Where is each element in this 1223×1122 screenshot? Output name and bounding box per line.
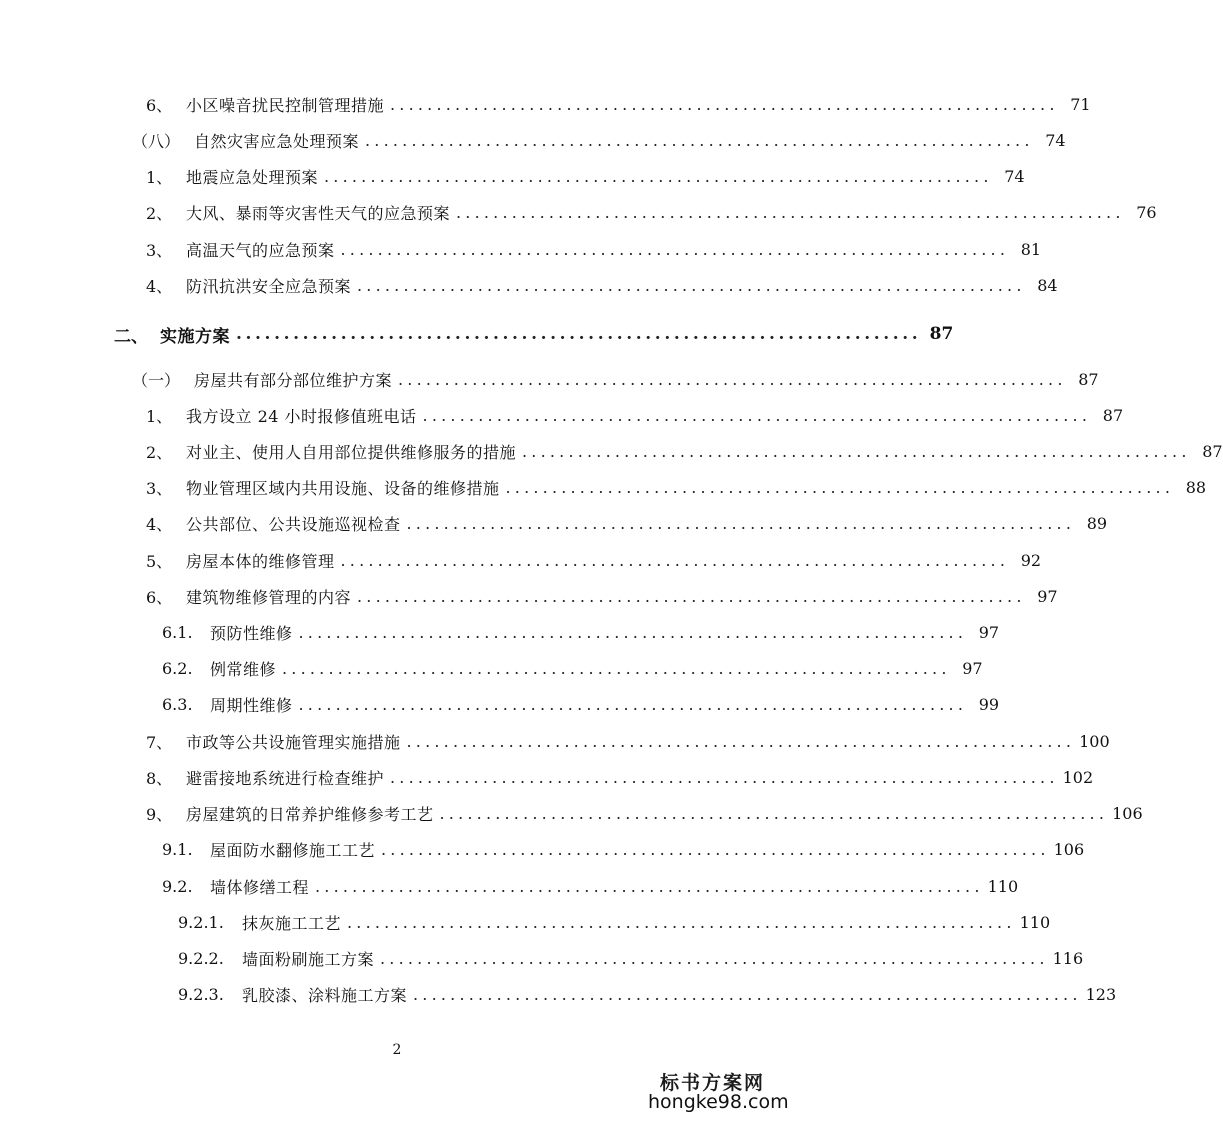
toc-entry-page: 97 (978, 622, 1000, 642)
toc-entry-title: 公共部位、公共设施巡视检查 (186, 514, 401, 534)
toc-entry[interactable] (146, 89, 1091, 119)
toc-leader-dots: ........................................................................ (357, 586, 1026, 606)
toc-subentry[interactable] (162, 689, 1000, 719)
toc-entry-page: 87 (929, 324, 954, 344)
toc-entry[interactable] (146, 161, 1025, 191)
toc-entry-number: 3、 (146, 240, 173, 260)
toc-entry-number: 7、 (146, 732, 173, 752)
toc-entry-number: 二、 (114, 326, 148, 347)
toc-entry-page: 74 (1045, 130, 1066, 150)
page-number: 2 (392, 1042, 402, 1058)
toc-entry-title: 房屋共有部分部位维护方案 (194, 370, 393, 390)
toc-entry-title: 市政等公共设施管理实施措施 (186, 732, 401, 752)
toc-entry-title: 自然灾害应急处理预案 (194, 131, 360, 151)
toc-leader-dots: ........................................................................ (456, 202, 1125, 222)
toc-entry-page: 110 (1019, 912, 1051, 932)
toc-leader-dots: ........................................................................ (413, 984, 1082, 1004)
toc-entry-page: 71 (1070, 94, 1091, 114)
toc-entry-page: 99 (978, 694, 1000, 714)
toc-entry-page: 106 (1112, 803, 1143, 823)
toc-entry-title: 防汛抗洪安全应急预案 (186, 276, 352, 296)
toc-leader-dots: ........................................................................ (390, 767, 1059, 787)
toc-entry-number: 6.3. (162, 694, 193, 714)
toc-entry-page: 100 (1079, 731, 1110, 751)
toc-leader-dots: ........................................................................ (406, 731, 1076, 751)
toc-entry[interactable] (146, 581, 1058, 611)
toc-entry-number: 9.2. (162, 876, 193, 896)
toc-entry-title: 例常维修 (210, 659, 277, 679)
toc-entry[interactable] (146, 270, 1058, 300)
toc-entry-title: 墙面粉刷施工方案 (242, 949, 375, 969)
toc-leader-dots: ........................................................................ (380, 948, 1049, 968)
toc-entry-number: 2、 (146, 442, 173, 462)
toc-entry-title: 房屋本体的维修管理 (186, 551, 335, 571)
toc-entry-page: 76 (1136, 202, 1157, 222)
toc-entry-number: 6、 (146, 95, 173, 115)
toc-entry-title: 屋面防水翻修施工工艺 (210, 840, 376, 860)
toc-leader-dots: ........................................................................ (390, 94, 1059, 114)
toc-entry-title: 预防性维修 (210, 623, 293, 643)
toc-entry-number: 5、 (146, 551, 173, 571)
toc-entry-page: 87 (1102, 405, 1124, 425)
toc-leader-dots: ........................................................................ (398, 369, 1067, 389)
toc-entry-number: （一） (132, 370, 181, 390)
toc-entry-page: 87 (1202, 441, 1223, 461)
toc-entry[interactable] (146, 726, 1110, 756)
toc-entry-title: 实施方案 (160, 326, 230, 347)
toc-entry[interactable] (132, 125, 1066, 155)
toc-subentry[interactable] (162, 834, 1085, 864)
toc-entry[interactable] (146, 508, 1108, 538)
toc-entry-page: 74 (1004, 166, 1025, 186)
toc-entry-page: 89 (1086, 513, 1108, 533)
toc-entry-number: 9、 (146, 804, 173, 824)
toc-leader-dots: ........................................................................ (422, 405, 1092, 425)
toc-entry-title: 周期性维修 (210, 695, 293, 715)
toc-entry-title: 我方设立 24 小时报修值班电话 (186, 406, 417, 426)
toc-leader-dots: ........................................................................ (340, 239, 1010, 259)
toc-entry[interactable] (146, 545, 1042, 575)
toc-entry-page: 87 (1078, 369, 1099, 389)
toc-entry-page: 97 (962, 658, 983, 678)
toc-entry-page: 92 (1020, 550, 1042, 570)
toc-entry[interactable] (146, 472, 1207, 502)
watermark-url: hongke98.com (648, 1091, 789, 1113)
toc-entry[interactable] (146, 798, 1143, 828)
toc-entry-page: 110 (987, 876, 1019, 896)
toc-entry-title: 抹灰施工工艺 (242, 913, 342, 933)
toc-leader-dots: ........................................................................ (340, 550, 1010, 570)
toc-leader-dots: ........................................................................ (522, 441, 1191, 461)
toc-entry-number: 6、 (146, 587, 173, 607)
toc-leader-dots: ........................................................................ (406, 513, 1076, 533)
toc-leader-dots: ........................................................................ (357, 275, 1026, 295)
toc-entry-number: 4、 (146, 276, 173, 296)
toc-entry-number: 1、 (146, 406, 173, 426)
toc-entry-page: 97 (1037, 586, 1058, 606)
toc-entry-title: 乳胶漆、涂料施工方案 (242, 985, 408, 1005)
toc-entry-number: 9.1. (162, 839, 193, 859)
toc-entry-page: 84 (1037, 275, 1058, 295)
toc-entry[interactable] (146, 197, 1157, 227)
toc-entry-number: 9.2.3. (178, 984, 224, 1004)
toc-entry-number: 8、 (146, 768, 173, 788)
watermark-logo (648, 1068, 788, 1118)
toc-entry-title: 建筑物维修管理的内容 (186, 587, 352, 607)
toc-entry-number: 2、 (146, 203, 173, 223)
toc-entry-number: 1、 (146, 167, 173, 187)
toc-subsubentry[interactable] (178, 979, 1117, 1009)
toc-entry-number: 3、 (146, 478, 173, 498)
toc-subentry[interactable] (162, 653, 983, 683)
toc-subentry[interactable] (162, 617, 1000, 647)
toc-entry[interactable] (132, 364, 1099, 394)
toc-entry-number: 4、 (146, 514, 173, 534)
toc-leader-dots: ........................................................................ (505, 477, 1175, 497)
toc-leader-dots: ........................................................................ (381, 839, 1050, 859)
toc-entry[interactable] (146, 762, 1094, 792)
toc-leader-dots: ........................................................................ (298, 622, 968, 642)
toc-subsubentry[interactable] (178, 943, 1084, 973)
toc-chapter-entry[interactable] (114, 319, 954, 349)
toc-subsubentry[interactable] (178, 907, 1051, 937)
toc-entry[interactable] (146, 436, 1223, 466)
toc-entry-page: 123 (1085, 984, 1117, 1004)
toc-entry-title: 对业主、使用人自用部位提供维修服务的措施 (186, 442, 517, 462)
toc-entry[interactable] (146, 400, 1124, 430)
toc-leader-dots: ........................................................................ (347, 912, 1016, 932)
toc-entry-title: 地震应急处理预案 (186, 167, 319, 187)
watermark-site-name: 标书方案网 (660, 1072, 766, 1094)
toc-subentry[interactable] (162, 871, 1019, 901)
toc-leader-dots: ........................................................................ (365, 130, 1034, 150)
toc-entry-page: 116 (1052, 948, 1084, 968)
toc-entry-number: 6.2. (162, 658, 193, 678)
toc-entry-number: 6.1. (162, 622, 193, 642)
toc-leader-dots: ........................................................................ (324, 166, 993, 186)
toc-leader-dots: ........................................................................ (282, 658, 951, 678)
toc-entry-title: 大风、暴雨等灾害性天气的应急预案 (186, 203, 451, 223)
toc-entry-page: 88 (1185, 477, 1207, 497)
toc-leader-dots: ........................................................................ (439, 803, 1109, 823)
toc-leader-dots: ........................................................................ (236, 324, 922, 344)
toc-leader-dots: ........................................................................ (298, 694, 968, 714)
toc-entry-number: 9.2.2. (178, 948, 224, 968)
toc-entry-title: 小区噪音扰民控制管理措施 (186, 95, 385, 115)
toc-entry-title: 墙体修缮工程 (210, 877, 310, 897)
toc-entry-page: 106 (1053, 839, 1085, 859)
toc-entry-number: 9.2.1. (178, 912, 224, 932)
toc-entry-number: （八） (132, 131, 181, 151)
toc-entry-page: 81 (1020, 239, 1042, 259)
toc-entry-title: 高温天气的应急预案 (186, 240, 335, 260)
toc-leader-dots: ........................................................................ (315, 876, 984, 896)
toc-entry-page: 102 (1062, 767, 1094, 787)
toc-entry[interactable] (146, 234, 1042, 264)
toc-entry-title: 避雷接地系统进行检查维护 (186, 768, 385, 788)
toc-entry-title: 房屋建筑的日常养护维修参考工艺 (186, 804, 434, 824)
toc-entry-title: 物业管理区域内共用设施、设备的维修措施 (186, 478, 500, 498)
